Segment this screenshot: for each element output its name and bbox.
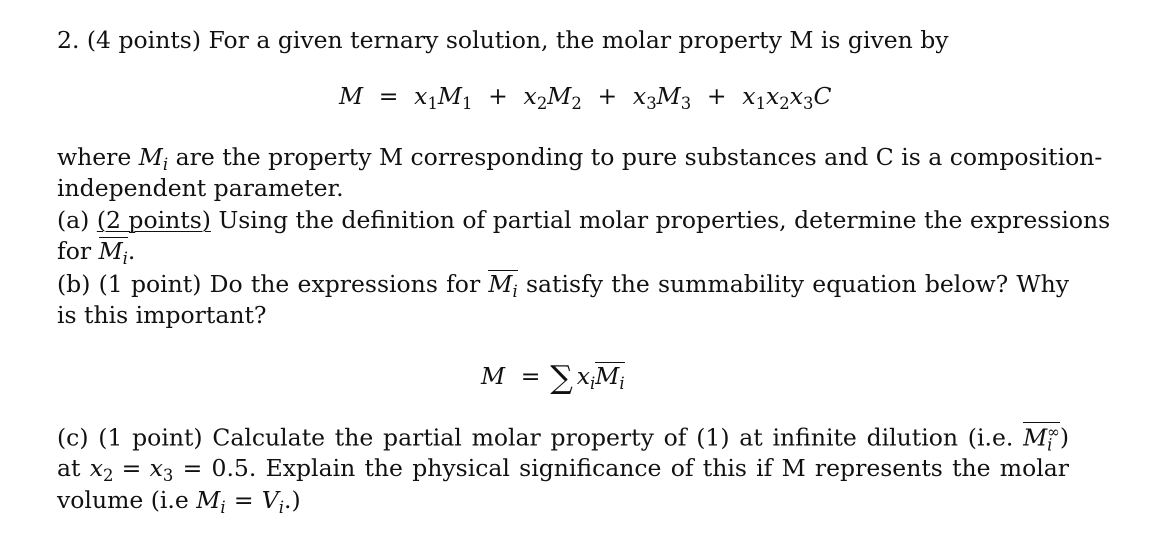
part-b-Mbar: M <box>488 270 513 298</box>
part-c-line3-eq: = <box>233 486 254 514</box>
eq-term2-x: x <box>523 82 537 110</box>
part-c-line3-M-sub: i <box>220 497 226 517</box>
part-b-text-2: satisfy the summability equation below? Why <box>525 270 1069 298</box>
eq-term1-M-sub: 1 <box>461 93 473 113</box>
part-c-line3-V-sub: i <box>278 497 285 517</box>
where-Mi-sub: i <box>162 154 169 174</box>
eq-term4-x3-sub: 3 <box>803 93 814 113</box>
eq-term3-x-sub: 3 <box>646 93 657 113</box>
part-c-x2-sub: 2 <box>102 465 114 485</box>
part-c-line3-suffix: .) <box>284 486 301 514</box>
sum-eq-x: x <box>576 362 590 391</box>
part-c-line2-text: Explain the physical significance of this if M represents the molar <box>265 454 1069 482</box>
part-b-Mbar-sub: i <box>512 281 518 301</box>
eq-term2-M: M <box>547 82 572 110</box>
part-c-x2: x <box>89 454 103 482</box>
part-a-label: (a) <box>57 206 90 234</box>
part-b-line2-text: is this important? <box>57 301 267 329</box>
part-c-value: = 0.5. <box>182 454 257 482</box>
part-b-line-1 <box>57 270 1069 300</box>
part-a-line-2 <box>57 237 135 267</box>
part-b-text-1: (b) (1 point) Do the expressions for <box>57 270 481 298</box>
main-equation <box>339 82 831 113</box>
part-c-line3-V: V <box>261 486 279 514</box>
heading-text: 2. (4 points) For a given ternary solution, the molar property M is given by <box>57 26 949 54</box>
sum-eq-Mbar-sub: i <box>619 374 625 394</box>
part-c-line-3 <box>57 486 301 517</box>
part-c-x3-sub: 3 <box>162 465 174 485</box>
eq-term1-M: M <box>437 82 462 110</box>
eq-term4-x1: x <box>742 82 756 110</box>
part-a-line-1 <box>57 206 1111 234</box>
part-a-Mbar-sub: i <box>122 248 128 268</box>
eq-plus-1: + <box>488 82 508 110</box>
part-c-volume-text: volume (i.e <box>57 486 189 514</box>
eq-term4-x2: x <box>766 82 780 110</box>
sum-eq-lhs: M <box>481 362 506 391</box>
part-a-Mbar: M <box>98 237 123 265</box>
sum-eq-Mbar: M <box>595 362 620 391</box>
where-line2-text: independent parameter. <box>57 174 344 202</box>
summability-equation <box>481 360 625 396</box>
part-b-line-2 <box>57 301 267 329</box>
where-line-2 <box>57 174 344 202</box>
part-a-for: for <box>57 237 92 265</box>
eq-term4-x1-sub: 1 <box>755 93 767 113</box>
eq-term3-M: M <box>656 82 681 110</box>
part-c-infinity: ∞ <box>1047 423 1060 441</box>
eq-lhs: M <box>339 82 364 110</box>
eq-term1-x-sub: 1 <box>427 93 438 113</box>
eq-plus-2: + <box>597 82 618 110</box>
part-c-eq: = <box>121 454 142 482</box>
part-c-text-1: (c) (1 point) Calculate the partial molar property of (1) at infinite dilution (i.e. <box>57 423 1014 452</box>
eq-term3-x: x <box>632 82 647 110</box>
eq-term4-x2-sub: 2 <box>779 93 790 113</box>
where-description: are the property M corresponding to pure substances and C is a composition- <box>175 143 1103 171</box>
sum-eq-sigma: ∑ <box>550 360 573 396</box>
eq-term3-M-sub: 3 <box>680 93 692 113</box>
eq-term2-x-sub: 2 <box>536 93 548 113</box>
where-line-1 <box>57 143 1103 174</box>
part-c-at: at <box>57 454 81 482</box>
problem-heading <box>57 26 949 54</box>
part-c-line-1 <box>57 422 1069 454</box>
eq-term2-M-sub: 2 <box>571 93 582 113</box>
part-c-line-2 <box>57 454 1069 485</box>
eq-term1-x: x <box>414 82 428 110</box>
eq-plus-3: + <box>706 82 727 110</box>
part-a-text: Using the definition of partial molar properties, determine the expressions <box>218 206 1111 234</box>
part-c-Mbar: M <box>1023 423 1048 452</box>
part-c-line3-M: M <box>196 486 221 514</box>
part-c-Mbar-sub: i <box>1047 435 1053 455</box>
sum-eq-x-sub: i <box>589 374 596 394</box>
eq-term4-C: C <box>813 82 832 110</box>
part-a-points: (2 points) <box>96 206 211 234</box>
eq-term4-x3: x <box>789 82 804 110</box>
part-c-close-paren: ) <box>1059 423 1069 452</box>
sum-eq-equals: = <box>520 362 541 391</box>
part-a-period: . <box>127 237 136 265</box>
where-Mi: M <box>138 143 163 171</box>
eq-equals: = <box>378 82 399 110</box>
where-word: where <box>57 143 132 171</box>
part-c-x3: x <box>149 454 163 482</box>
